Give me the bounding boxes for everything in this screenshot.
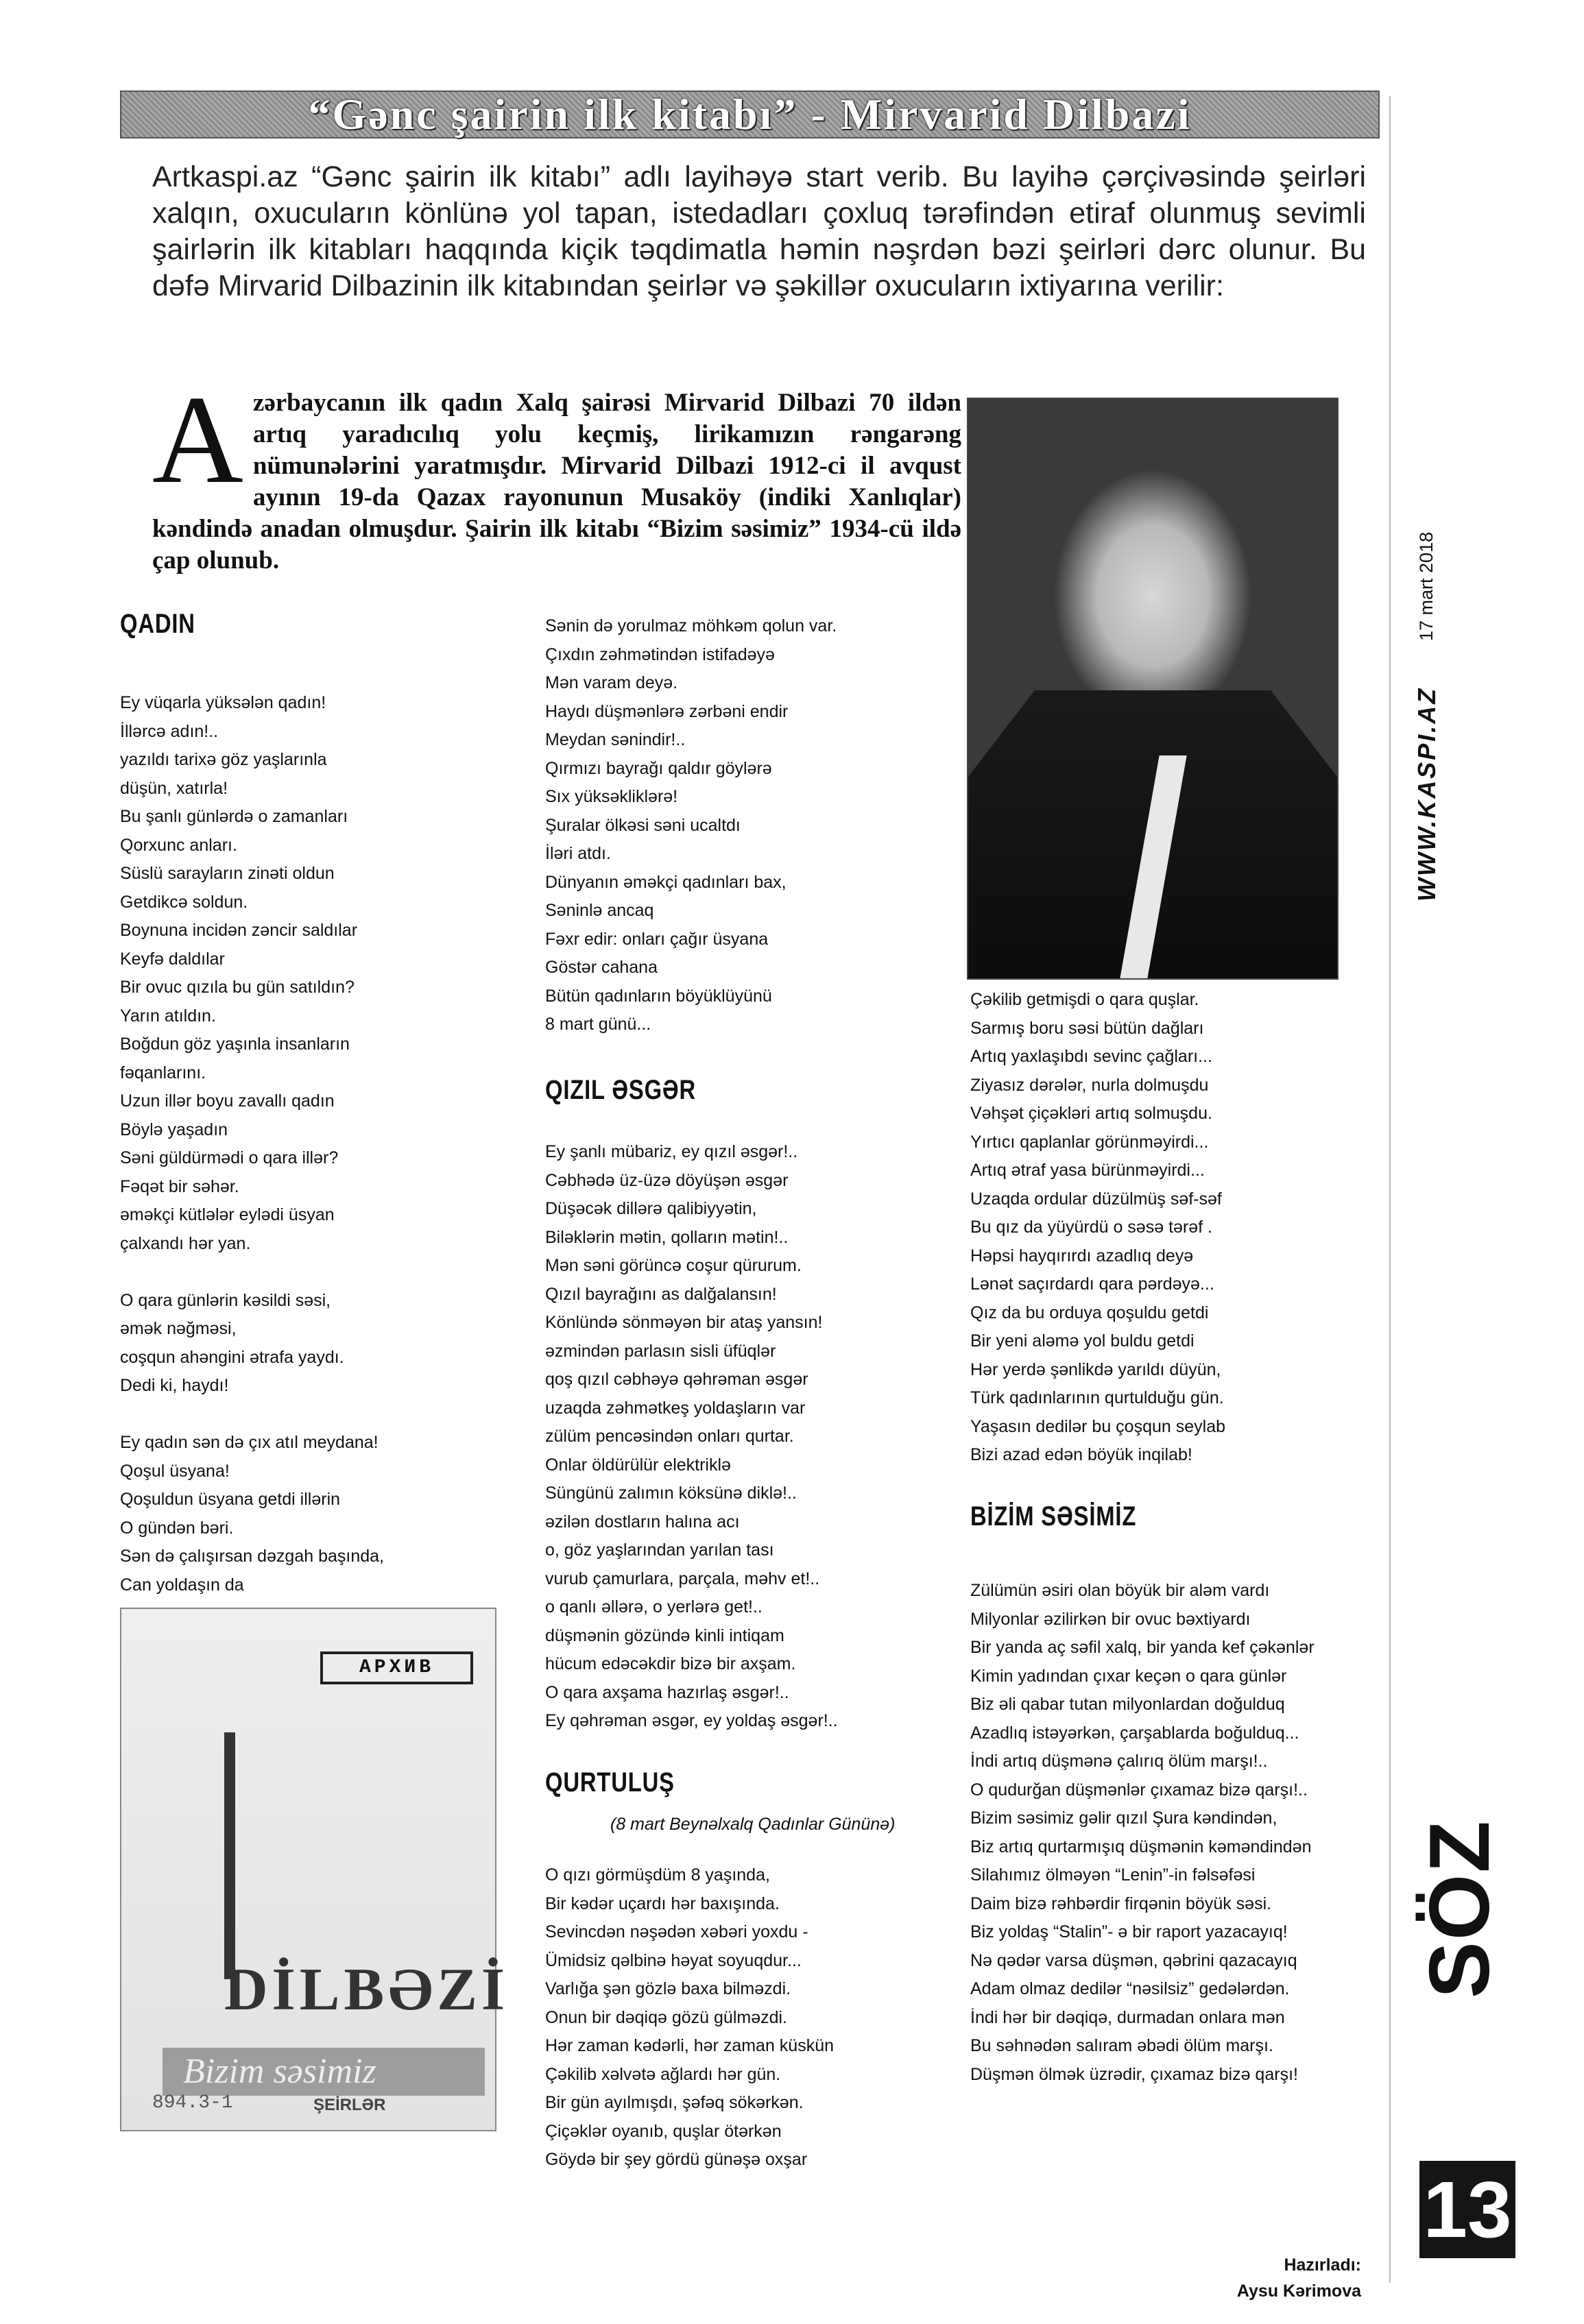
poem-title-qizil-esger: QIZIL ƏSGƏR bbox=[545, 1075, 697, 1105]
poem-line: Düşəcək dillərə qalibiyyətin, bbox=[545, 1199, 757, 1218]
poem-line: Sarmış boru səsi bütün dağları bbox=[970, 1018, 1204, 1038]
poem-line: Düşmən ölmək üzrədir, çıxamaz bizə qarşı! bbox=[970, 2064, 1298, 2084]
poem-line: Bu səhnədən salıram əbədi ölüm marşı. bbox=[970, 2036, 1273, 2055]
poem-line: Sənin də yorulmaz möhkəm qolun var. bbox=[545, 616, 837, 636]
poem-line: Qız da bu orduya qoşuldu getdi bbox=[970, 1303, 1209, 1322]
poem-line: Cəbhədə üz-üzə döyüşən əsgər bbox=[545, 1170, 789, 1190]
archive-stamp: АРХИВ bbox=[320, 1651, 473, 1684]
credit-label: Hazırladı: bbox=[1284, 2255, 1361, 2275]
poem-line: Çəkilib getmişdi o qara quşlar. bbox=[970, 990, 1199, 1009]
poem-qadin-part2 bbox=[545, 612, 957, 1039]
poem-line: Haydı düşmənlərə zərbəni endir bbox=[545, 701, 789, 721]
website: WWW.KASPI.AZ bbox=[1413, 686, 1441, 901]
poem-line: Böylə yaşadın bbox=[120, 1119, 228, 1139]
poem-line: Artıq ətraf yasa bürünməyirdi... bbox=[970, 1161, 1205, 1180]
poem-line: Çıxdın zəhmətindən istifadəyə bbox=[545, 644, 775, 664]
poem-line: Süngünü zalımın köksünə diklə!.. bbox=[545, 1484, 797, 1503]
poem-line: zülüm pencəsindən onları qurtar. bbox=[545, 1427, 794, 1446]
poem-line: Mən varam deyə. bbox=[545, 673, 678, 692]
poem-line: Bir gün ayılmışdı, şəfəq sökərkən. bbox=[545, 2093, 804, 2112]
poem-line: Azadlıq istəyərkən, çarşablarda boğulduq... bbox=[970, 1723, 1299, 1743]
poem-line: Fəxr edir: onları çağır üsyana bbox=[545, 929, 769, 949]
poem-line: Ey şanlı mübariz, ey qızıl əsgər!.. bbox=[545, 1142, 798, 1161]
poem-line: Getdikcə soldun. bbox=[120, 892, 248, 912]
poem-line: Onlar öldürülür elektriklə bbox=[545, 1455, 731, 1475]
poem-line: Dünyanın əməkçi qadınları bax, bbox=[545, 872, 787, 892]
cover-book-title: Bizim səsimiz bbox=[163, 2048, 485, 2096]
poem-line: Varlığa şən gözlə baxa bilməzdi. bbox=[545, 1979, 791, 1998]
lead-paragraph bbox=[152, 370, 961, 577]
poem-line: fəqanlarını. bbox=[120, 1063, 206, 1082]
poem-line: Səninlə ancaq bbox=[545, 901, 654, 920]
book-cover-image bbox=[120, 1608, 509, 2131]
poem-line: Sıx yüksəkliklərə! bbox=[545, 787, 678, 806]
cover-author: DİLBƏZİ bbox=[224, 1957, 509, 2023]
poem-line: Meydan sənindir!.. bbox=[545, 730, 686, 749]
poem-line: yazıldı tarixə göz yaşlarınla bbox=[120, 750, 327, 769]
poem-line: Biz artıq qurtarmışıq düşmənin kəməndindən bbox=[970, 1837, 1312, 1856]
issue-date: 17 mart 2018 bbox=[1416, 531, 1437, 641]
column-divider bbox=[1389, 96, 1391, 2283]
poem-title-qadin: QADIN bbox=[120, 609, 195, 639]
cover-bar bbox=[224, 1732, 235, 1979]
poem-line: Hər yerdə şənlikdə yarıldı düyün, bbox=[970, 1359, 1221, 1379]
poem-title-qurtulus: QURTULUŞ bbox=[545, 1767, 675, 1798]
poem-bizim-sesimiz bbox=[970, 1577, 1361, 2089]
poem-line: Artıq yaxlaşıbdı sevinc çağları... bbox=[970, 1047, 1212, 1066]
poem-qurtulus-part1 bbox=[545, 1861, 957, 2175]
poem-title-bizim-sesimiz: BİZİM SƏSİMİZ bbox=[970, 1501, 1137, 1532]
poem-line: Mən səni görüncə coşur qürurum. bbox=[545, 1256, 802, 1275]
poem-line: əzilən dostların halına acı bbox=[545, 1512, 740, 1532]
poem-line: Süslü sarayların zinəti oldun bbox=[120, 864, 335, 883]
poem-qurtulus-part2 bbox=[970, 986, 1361, 1470]
credit-name: Aysu Kərimova bbox=[1236, 2281, 1361, 2301]
cover-subtitle: ŞEİRLƏR bbox=[313, 2096, 386, 2114]
poem-line: Yaşasın dedilər bu çoşqun seylab bbox=[970, 1416, 1225, 1436]
poem-line: Yarın atıldın. bbox=[120, 1006, 216, 1026]
poem-line: O qara axşama hazırlaş əsgər!.. bbox=[545, 1682, 789, 1702]
poem-line: Ümidsiz qəlbinə həyat soyuqdur... bbox=[545, 1950, 802, 1970]
poem-line: o, göz yaşlarından yarılan tası bbox=[545, 1540, 774, 1560]
poem-line: Ey qəhrəman əsgər, ey yoldaş əsgər!.. bbox=[545, 1711, 838, 1730]
poem-line: Keyfə daldılar bbox=[120, 949, 225, 969]
poem-line: Dedi ki, haydı! bbox=[120, 1376, 229, 1395]
poem-line: qoş qızıl cəbhəyə qəhrəman əsgər bbox=[545, 1370, 808, 1389]
poem-line: düşün, xatırla! bbox=[120, 778, 228, 798]
poem-line bbox=[120, 1401, 504, 1429]
publication-name: SÖZ bbox=[1413, 1819, 1507, 1998]
poem-line: Şuralar ölkəsi səni ucaltdı bbox=[545, 815, 741, 835]
poem-line: uzaqda zəhmətkeş yoldaşların var bbox=[545, 1398, 806, 1418]
poem-line: Bu şanlı günlərdə o zamanları bbox=[120, 807, 348, 826]
poem-line: Sevincdən nəşədən xəbəri yoxdu - bbox=[545, 1922, 808, 1941]
poem-line: Yırtıcı qaplanlar görünməyirdi... bbox=[970, 1132, 1209, 1152]
poem-line: Bir yeni aləmə yol buldu getdi bbox=[970, 1331, 1195, 1351]
credit-block bbox=[1125, 2252, 1361, 2304]
poem-line: Fəqət bir səhər. bbox=[120, 1176, 239, 1196]
poem-line: Kimin yadından çıxar keçən o qara günlər bbox=[970, 1666, 1287, 1686]
poem-line: Onun bir dəqiqə gözü gülməzdi. bbox=[545, 2007, 788, 2027]
poem-qadin-part1 bbox=[120, 689, 504, 1599]
poem-line: vurub çamurlara, parçala, məhv et!.. bbox=[545, 1569, 820, 1588]
poem-line: Bütün qadınların böyüklüyünü bbox=[545, 986, 772, 1006]
portrait-photo bbox=[967, 398, 1339, 980]
poem-line: Uzaqda ordular düzülmüş səf-səf bbox=[970, 1189, 1222, 1209]
intro-paragraph: Artkaspi.az “Gənc şairin ilk kitabı” adlı layihəyə start verib. Bu layihə çərçivəsində şeirləri xalqın, oxucuların könlünə yol tapan, istedadları çoxluq tərəfindən etiraf olunmuş sevimli şairlərin ilk kitabları haqqında kiçik təqdimatla həmin nəşrdən bəzi şeirləri dərc olunur. Bu dəfə Mirvarid Dilbazinin ilk kitabından şeirlər və şəkillər oxucuların ixtiyarına verilir: bbox=[152, 160, 1366, 302]
poem-line: Qızıl bayrağını as dalğalansın! bbox=[545, 1284, 777, 1304]
poem-line: Qoşul üsyana! bbox=[120, 1461, 230, 1481]
poem-line: Uzun illər boyu zavallı qadın bbox=[120, 1091, 335, 1111]
poem-line: İndi artıq düşmənə çalırıq ölüm marşı!.. bbox=[970, 1752, 1268, 1771]
poem-line: Könlündə sönməyən bir ataş yansın! bbox=[545, 1313, 823, 1332]
poem-dedication: (8 mart Beynəlxalq Qadınlar Gününə) bbox=[610, 1815, 896, 1834]
poem-line: Lənət saçırdardı qara pərdəyə... bbox=[970, 1274, 1214, 1294]
poem-line: İləri atdı. bbox=[545, 844, 611, 863]
poem-line: Bizi azad edən böyük inqilab! bbox=[970, 1445, 1192, 1464]
poem-line: Sən də çalışırsan dəzgah başında, bbox=[120, 1547, 384, 1566]
poem-line: İllərcə adın!.. bbox=[120, 721, 219, 741]
poem-line: Göstər cahana bbox=[545, 958, 658, 977]
headline-banner bbox=[120, 90, 1380, 138]
poem-line: Adam olmaz dedilər “nəsilsiz” gedələrdən. bbox=[970, 1979, 1290, 1998]
poem-line: 8 mart günü... bbox=[545, 1015, 651, 1034]
poem-line: Vəhşət çiçəkləri artıq solmuşdu. bbox=[970, 1104, 1212, 1123]
poem-line: Göydə bir şey gördü günəşə oxşar bbox=[545, 2150, 808, 2169]
headline: “Gənc şairin ilk kitabı” - Mirvarid Dilbazi bbox=[308, 90, 1192, 138]
poem-line: Qorxunc anları. bbox=[120, 835, 237, 855]
poem-qizil-esger bbox=[545, 1138, 957, 1736]
poem-line: Nə qədər varsa düşmən, qəbrini qazacayıq bbox=[970, 1950, 1297, 1970]
poem-line: coşqun ahəngini ətrafa yaydı. bbox=[120, 1347, 344, 1367]
poem-line: O gündən bəri. bbox=[120, 1518, 234, 1538]
poem-line: Bir ovuc qızıla bu gün satıldın? bbox=[120, 978, 355, 997]
poem-line: o qanlı əllərə, o yerlərə get!.. bbox=[545, 1597, 763, 1617]
poem-line: Daim bizə rəhbərdir firqənin böyük səsi. bbox=[970, 1893, 1272, 1913]
poem-line: Biz əli qabar tutan milyonlardan doğulduq bbox=[970, 1695, 1285, 1714]
poem-line: O qara günlərin kəsildi səsi, bbox=[120, 1290, 331, 1310]
poem-line: Bizim səsimiz gəlir qızıl Şura kəndindən, bbox=[970, 1808, 1277, 1828]
poem-line: Türk qadınlarının qurtulduğu gün. bbox=[970, 1388, 1224, 1407]
poem-line: Biz yoldaş “Stalin”- ə bir raport yazacayıq! bbox=[970, 1922, 1288, 1941]
poem-line: Milyonlar əzilirkən bir ovuc bəxtiyardı bbox=[970, 1609, 1251, 1629]
poem-line: Bir yanda aç səfil xalq, bir yanda kef çəkənlər bbox=[970, 1638, 1315, 1657]
poem-line: Bu qız da yüyürdü o səsə tərəf . bbox=[970, 1218, 1212, 1237]
poem-line: Boğdun göz yaşınla insanların bbox=[120, 1034, 350, 1054]
poem-line: Ziyasız dərələr, nurla dolmuşdu bbox=[970, 1075, 1209, 1095]
poem-line: Səni güldürmədi o qara illər? bbox=[120, 1148, 339, 1167]
poem-line: Ey qadın sən də çıx atıl meydana! bbox=[120, 1433, 379, 1452]
poem-line: hücum edəcəkdir bizə bir axşam. bbox=[545, 1654, 796, 1673]
poem-line: əzmindən parlasın sisli üfüqlər bbox=[545, 1341, 776, 1361]
poem-line: Qırmızı bayrağı qaldır göylərə bbox=[545, 758, 772, 778]
poem-line: düşmənin gözündə kinli intiqam bbox=[545, 1625, 784, 1645]
poem-line: Can yoldaşın da bbox=[120, 1575, 244, 1595]
poem-line: Qoşuldun üsyana getdi illərin bbox=[120, 1490, 341, 1509]
poem-line: Həpsi hayqırırdı azadlıq deyə bbox=[970, 1246, 1194, 1266]
poem-line: çalxandı hər yan. bbox=[120, 1233, 251, 1253]
poem-line: Çəkilib xəlvətə ağlardı hər gün. bbox=[545, 2064, 781, 2084]
drop-cap: A bbox=[152, 370, 243, 509]
poem-line: Silahımız ölməyən “Lenin”-in fəlsəfəsi bbox=[970, 1865, 1256, 1885]
poem-line: əmək nəğməsi, bbox=[120, 1319, 237, 1338]
poem-line: Zülümün əsiri olan böyük bir aləm vardı bbox=[970, 1581, 1270, 1600]
cover-code: 894.3-1 bbox=[152, 2092, 233, 2114]
poem-line: Boynuna incidən zəncir saldılar bbox=[120, 921, 358, 940]
page-number: 13 bbox=[1419, 2161, 1515, 2258]
poem-line: O qudurğan düşmənlər çıxamaz bizə qarşı!.. bbox=[970, 1780, 1308, 1800]
poem-line: əməkçi kütlələr eylədi üsyan bbox=[120, 1205, 335, 1224]
poem-line: O qızı görmüşdüm 8 yaşında, bbox=[545, 1865, 770, 1885]
poem-line: Ey vüqarla yüksələn qadın! bbox=[120, 693, 326, 712]
poem-line: Hər zaman kədərli, hər zaman küskün bbox=[545, 2036, 835, 2055]
lead-text: zərbaycanın ilk qadın Xalq şairəsi Mirvarid Dilbazi 70 ildən artıq yaradıcılıq yolu keçmiş, lirikamızın rəngarəng nümunələrini yaratmışdır. Mirvarid Dilbazi 1912-ci il avqust ayının 19-da Qazax rayonunun Musaköy (indiki Xanlıqlar) kəndində anadan olmuşdur. Şairin ilk kitabı “Bizim səsimiz” 1934-cü ildə çap olunub. bbox=[152, 389, 961, 574]
poem-line: Çiçəklər oyanıb, quşlar ötərkən bbox=[545, 2121, 782, 2141]
poem-line bbox=[120, 1258, 504, 1287]
poem-line: Biləklərin mətin, qolların mətin!.. bbox=[545, 1227, 789, 1247]
poem-line: Bir kədər uçardı hər baxışında. bbox=[545, 1893, 780, 1913]
poem-line: İndi hər bir dəqiqə, durmadan onlara mən bbox=[970, 2007, 1285, 2027]
